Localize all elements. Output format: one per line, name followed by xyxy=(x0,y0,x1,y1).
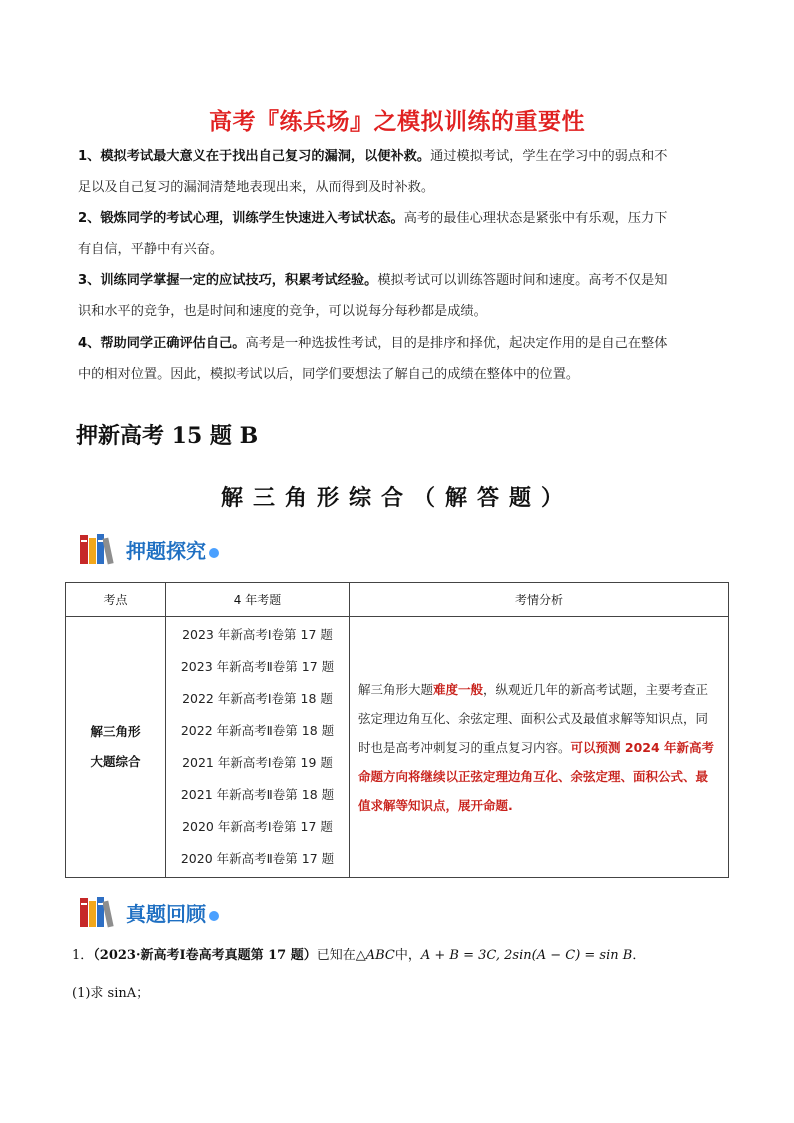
question-number: 1． xyxy=(72,948,94,963)
header-cell: 考点 xyxy=(66,583,166,617)
point-1-text: 通过模拟考试，学生在学习中的弱点和不 xyxy=(430,149,668,164)
section-header-review xyxy=(78,895,219,929)
point-2 xyxy=(78,203,730,265)
books-icon xyxy=(78,532,122,566)
point-2-bold: 2、锻炼同学的考试心理，训练学生快速进入考试状态。 xyxy=(78,211,404,226)
table-row xyxy=(66,617,729,878)
years-cell xyxy=(166,617,350,878)
point-3-text: 模拟考试可以训练答题时间和速度。高考不仅是知 xyxy=(377,273,668,288)
point-2-text: 高考的最佳心理状态是紧张中有乐观，压力下 xyxy=(403,211,668,226)
question-text: 中， xyxy=(394,948,421,963)
point-3 xyxy=(78,265,730,327)
analysis-text: ，纵观近几年的新高考试题，主要考查正弦定理边角互化、余弦定理、面积公式及最值求解等知识点，同时也是高考冲刺复习的重点复习内容。 xyxy=(358,681,709,755)
question-source: （2023·新高考Ⅰ卷高考真题第 17 题） xyxy=(93,948,317,963)
analysis-text: 解三角形大题 xyxy=(358,681,434,697)
question-end: ． xyxy=(632,948,646,963)
point-3-bold: 3、训练同学掌握一定的应试技巧，积累考试经验。 xyxy=(78,273,378,288)
question-1-part-1: (1)求 sinA； xyxy=(72,986,150,1001)
point-4 xyxy=(78,328,730,390)
analysis-highlight: 难度一般 xyxy=(433,681,484,697)
point-1 xyxy=(78,141,730,203)
topic-subtitle: 解三角形综合（解答题） xyxy=(220,485,573,511)
category-line: 大题综合 xyxy=(90,754,141,769)
header-cell: 4 年考题 xyxy=(166,583,350,617)
point-1-text-2: 足以及自己复习的漏洞清楚地表现出来，从而得到及时补救。 xyxy=(78,180,435,195)
analysis-cell xyxy=(350,617,729,878)
point-4-bold: 4、帮助同学正确评估自己。 xyxy=(78,336,246,351)
year-item: 2021 年新高考Ⅱ卷第 18 题 xyxy=(180,787,335,802)
section-header-explore xyxy=(78,532,219,566)
analysis-prediction: 可以预测 2024 年新高考命题方向将继续以正弦定理边角互化、余弦定理、面积公式、最值求解等知识点，展开命题. xyxy=(358,739,715,813)
table-header-row xyxy=(66,583,729,617)
question-text: 已知在 xyxy=(316,948,356,963)
section-dot xyxy=(209,548,219,558)
section-dot xyxy=(209,911,219,921)
exam-analysis-table xyxy=(65,582,729,878)
header-cell: 考情分析 xyxy=(350,583,729,617)
point-3-text-2: 识和水平的竞争，也是时间和速度的竞争，可以说每分每秒都是成绩。 xyxy=(78,304,487,319)
question-formula: A + B = 3C, 2sin(A − C) = sin B xyxy=(420,948,633,963)
year-item: 2021 年新高考Ⅰ卷第 19 题 xyxy=(182,755,333,770)
year-item: 2020 年新高考Ⅰ卷第 17 题 xyxy=(182,819,333,834)
point-4-text: 高考是一种选拔性考试，目的是排序和择优，起决定作用的是自己在整体 xyxy=(245,336,668,351)
books-icon xyxy=(78,895,122,929)
exam-heading: 押新高考 15 题 B xyxy=(76,423,259,449)
year-item: 2022 年新高考Ⅱ卷第 18 题 xyxy=(180,723,335,738)
section-label-review: 真题回顾 xyxy=(126,901,206,926)
page-title: 高考『练兵场』之模拟训练的重要性 xyxy=(209,109,585,135)
point-4-text-2: 中的相对位置。因此，模拟考试以后，同学们要想法了解自己的成绩在整体中的位置。 xyxy=(78,367,580,382)
category-line: 解三角形 xyxy=(90,724,141,739)
point-1-bold: 1、模拟考试最大意义在于找出自己复习的漏洞，以便补救。 xyxy=(78,149,431,164)
section-label-explore: 押题探究 xyxy=(126,538,206,563)
year-item: 2023 年新高考Ⅱ卷第 17 题 xyxy=(180,659,335,674)
triangle-label: △ABC xyxy=(355,948,395,963)
year-item: 2022 年新高考Ⅰ卷第 18 题 xyxy=(182,691,333,706)
point-2-text-2: 有自信，平静中有兴奋。 xyxy=(78,242,224,257)
question-1 xyxy=(72,944,732,963)
year-item: 2020 年新高考Ⅱ卷第 17 题 xyxy=(180,851,335,866)
category-cell xyxy=(66,617,166,878)
year-item: 2023 年新高考Ⅰ卷第 17 题 xyxy=(182,627,333,642)
